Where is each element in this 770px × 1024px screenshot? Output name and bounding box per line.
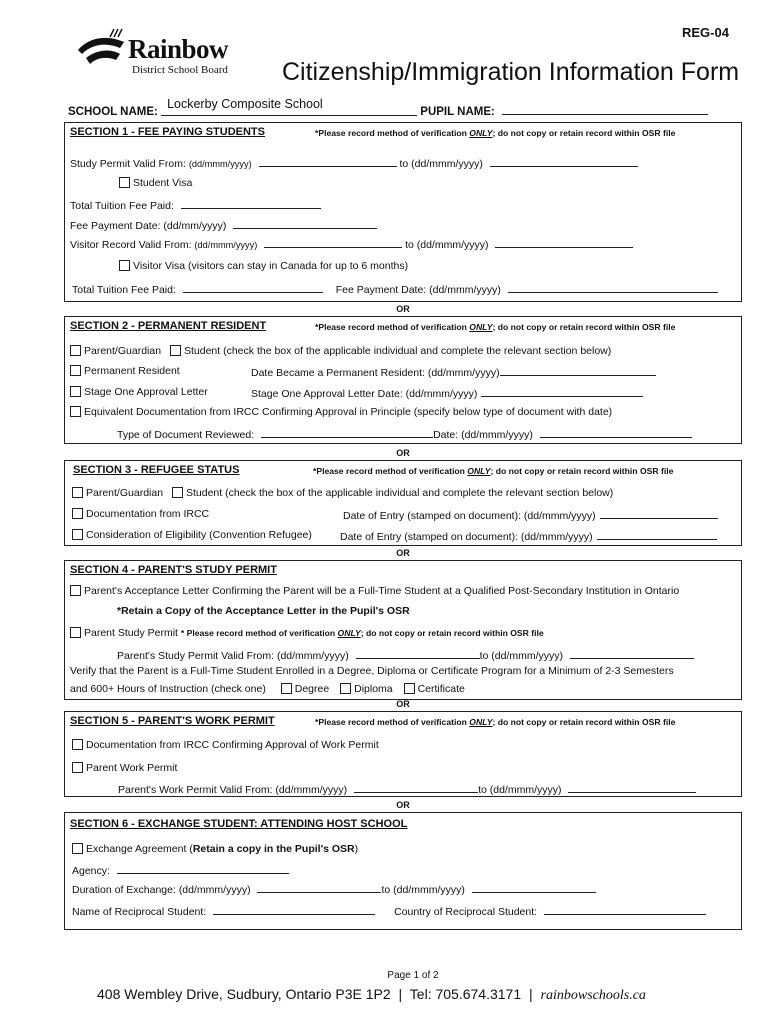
section-5-note: *Please record method of verification ONLY; do not copy or retain record within OSR file: [315, 717, 676, 727]
study-permit-to-label: to (dd/mmm/yyyy): [399, 158, 483, 170]
section-1-box: [64, 122, 742, 302]
s3-student-label: Student (check the box of the applicable individual and complete the relevant section below): [185, 487, 614, 499]
s3-parent-guardian-checkbox[interactable]: [72, 487, 83, 498]
logo: [76, 28, 246, 78]
date-of-entry-2-label: Date of Entry (stamped on document): (dd/mmm/yyyy): [340, 531, 593, 543]
study-permit-from-label: Study Permit Valid From:: [70, 158, 189, 170]
degree-label: Degree: [294, 683, 330, 695]
diploma-checkbox[interactable]: [340, 683, 351, 694]
section-1-title: SECTION 1 - FEE PAYING STUDENTS: [70, 126, 265, 138]
parent-study-permit-label: Parent Study Permit: [84, 627, 178, 639]
rainbow-logo-icon: [76, 28, 136, 74]
stage-one-date-label: Stage One Approval Letter Date: (dd/mmm/yyyy): [251, 388, 478, 400]
school-name-field[interactable]: [161, 97, 417, 116]
certificate-label: Certificate: [417, 683, 465, 695]
form-code: REG-04: [682, 25, 729, 40]
degree-checkbox[interactable]: [281, 683, 292, 694]
s3-parent-guardian-label: Parent/Guardian: [86, 487, 164, 499]
footer-website-link[interactable]: rainbowschools.ca: [540, 988, 646, 1003]
agency-label: Agency:: [72, 865, 110, 877]
section-3-title: SECTION 3 - REFUGEE STATUS: [73, 464, 240, 476]
exchange-agreement-checkbox[interactable]: [72, 843, 83, 854]
fee-payment-date-field[interactable]: [233, 218, 377, 229]
fee-payment-date-2-label: Fee Payment Date: (dd/mmm/yyyy): [335, 284, 501, 296]
duration-to-label: to (dd/mmm/yyyy): [381, 884, 465, 896]
work-permit-valid-to-label: to (dd/mmm/yyyy): [478, 784, 562, 796]
parent-work-permit-label: Parent Work Permit: [86, 762, 178, 774]
s2-parent-guardian-label: Parent/Guardian: [84, 345, 162, 357]
retain-acceptance-note: *Retain a Copy of the Acceptance Letter in the Pupil's OSR: [117, 605, 410, 617]
or-divider-5: OR: [396, 800, 410, 810]
s2-student-checkbox[interactable]: [170, 345, 181, 356]
logo-name: Rainbow: [128, 34, 229, 64]
parent-study-permit-checkbox[interactable]: [70, 627, 81, 638]
type-reviewed-label: Type of Document Reviewed:: [117, 429, 255, 441]
footer-tel: Tel: 705.674.3171: [409, 986, 522, 1002]
reciprocal-name-field[interactable]: [213, 904, 375, 915]
parent-work-permit-checkbox[interactable]: [72, 762, 83, 773]
school-name-value: Lockerby Composite School: [167, 97, 323, 111]
logo-subtitle: District School Board: [132, 64, 228, 76]
stage-one-checkbox[interactable]: [70, 386, 81, 397]
reciprocal-name-label: Name of Reciprocal Student:: [72, 906, 207, 918]
form-title: Citizenship/Immigration Information Form: [282, 58, 740, 86]
section-2-box: [64, 316, 742, 444]
total-tuition-field[interactable]: [181, 198, 321, 209]
equivalent-doc-checkbox[interactable]: [70, 406, 81, 417]
section-2-title: SECTION 2 - PERMANENT RESIDENT: [70, 320, 267, 332]
s2-date-field[interactable]: [540, 427, 692, 438]
visitor-visa-label: Visitor Visa (visitors can stay in Canada for up to 6 months): [133, 260, 409, 272]
school-name-label: SCHOOL NAME:: [68, 106, 158, 118]
reciprocal-country-field[interactable]: [544, 904, 706, 915]
certificate-checkbox[interactable]: [404, 683, 415, 694]
study-permit-valid-from-label: Parent's Study Permit Valid From: (dd/mmm/yyyy): [117, 650, 349, 662]
work-permit-doc-label: Documentation from IRCC Confirming Approval of Work Permit: [86, 739, 379, 751]
date-became-label: Date Became a Permanent Resident: (dd/mmm/yyyy): [251, 367, 500, 379]
documentation-ircc-checkbox[interactable]: [72, 508, 83, 519]
visitor-record-from-field[interactable]: [264, 237, 402, 248]
reciprocal-country-label: Country of Reciprocal Student:: [394, 906, 538, 918]
duration-to-field[interactable]: [472, 882, 596, 893]
or-divider-2: OR: [396, 448, 410, 458]
work-permit-valid-from-field[interactable]: [354, 782, 478, 793]
study-permit-valid-to-label: to (dd/mmm/yyyy): [479, 650, 564, 662]
visitor-record-from-label: Visitor Record Valid From:: [70, 239, 195, 251]
equivalent-doc-label: Equivalent Documentation from IRCC Confirming Approval in Principle (specify below type of document with date): [84, 406, 613, 418]
visitor-record-to-field[interactable]: [495, 237, 633, 248]
student-visa-label: Student Visa: [133, 177, 193, 189]
stage-one-label: Stage One Approval Letter: [84, 386, 208, 398]
work-permit-valid-to-field[interactable]: [568, 782, 696, 793]
total-tuition-2-field[interactable]: [183, 282, 323, 293]
duration-label: Duration of Exchange: (dd/mmm/yyyy): [72, 884, 251, 896]
permanent-resident-label: Permanent Resident: [84, 365, 180, 377]
verify-line-1: Verify that the Parent is a Full-Time Student Enrolled in a Degree, Diploma or Certificate Program for a Minimum of 2-3 Semesters: [70, 665, 674, 677]
footer-address: 408 Wembley Drive, Sudbury, Ontario P3E 1P2: [97, 986, 391, 1002]
agency-field[interactable]: [117, 863, 289, 874]
stage-one-date-field[interactable]: [481, 386, 643, 397]
total-tuition-label: Total Tuition Fee Paid:: [70, 200, 174, 212]
work-permit-valid-from-label: Parent's Work Permit Valid From: (dd/mmm/yyyy): [118, 784, 348, 796]
s2-date-label: Date: (dd/mmm/yyyy): [433, 429, 533, 441]
verify-line-2: and 600+ Hours of Instruction (check one): [70, 683, 266, 695]
date-of-entry-label: Date of Entry (stamped on document): (dd/mmm/yyyy): [343, 510, 596, 522]
student-visa-checkbox[interactable]: [119, 177, 130, 188]
section-6-title: SECTION 6 - EXCHANGE STUDENT: ATTENDING HOST SCHOOL: [70, 818, 408, 830]
study-permit-valid-to-field[interactable]: [570, 648, 694, 659]
date-of-entry-2-field[interactable]: [597, 529, 717, 540]
permanent-resident-checkbox[interactable]: [70, 365, 81, 376]
study-permit-to-field[interactable]: [490, 156, 638, 167]
total-tuition-2-label: Total Tuition Fee Paid:: [72, 284, 176, 296]
study-permit-valid-from-field[interactable]: [356, 648, 480, 659]
fee-payment-date-label: Fee Payment Date: (dd/mm/yyyy): [70, 220, 227, 232]
consideration-checkbox[interactable]: [72, 529, 83, 540]
pupil-name-field[interactable]: [502, 104, 708, 115]
type-reviewed-field[interactable]: [261, 427, 433, 438]
date-of-entry-field[interactable]: [600, 508, 718, 519]
section-2-note: *Please record method of verification ONLY; do not copy or retain record within OSR file: [315, 322, 676, 332]
section-3-note: *Please record method of verification ONLY; do not copy or retain record within OSR file: [313, 466, 674, 476]
or-divider-4: OR: [396, 699, 410, 709]
page-number: Page 1 of 2: [387, 970, 439, 981]
or-divider-1: OR: [396, 304, 410, 314]
section-5-title: SECTION 5 - PARENT'S WORK PERMIT: [70, 715, 275, 727]
study-permit-from-field[interactable]: [259, 156, 397, 167]
section-4-title: SECTION 4 - PARENT'S STUDY PERMIT: [70, 564, 277, 576]
footer-address-line: 408 Wembley Drive, Sudbury, Ontario P3E 1P2 | Tel: 705.674.3171 | rainbowschools.ca: [97, 986, 646, 1003]
consideration-label: Consideration of Eligibility (Convention Refugee): [86, 529, 312, 541]
acceptance-letter-checkbox[interactable]: [70, 585, 81, 596]
pupil-name-label: PUPIL NAME:: [420, 106, 495, 118]
section-1-note: *Please record method of verification ONLY; do not copy or retain record within OSR file: [315, 128, 676, 138]
acceptance-letter-label: Parent's Acceptance Letter Confirming the Parent will be a Full-Time Student at a Qualified Post-Secondary Institution in Ontario: [84, 585, 680, 597]
duration-from-field[interactable]: [257, 882, 381, 893]
parent-study-permit-note: * Please record method of verification ONLY; do not copy or retain record within OSR file: [180, 628, 544, 638]
s2-student-label: Student (check the box of the applicable individual and complete the relevant section below): [183, 345, 612, 357]
fee-payment-date-2-field[interactable]: [508, 282, 718, 293]
or-divider-3: OR: [396, 548, 410, 558]
s2-parent-guardian-checkbox[interactable]: [70, 345, 81, 356]
visitor-record-to-label: to (dd/mmm/yyyy): [405, 239, 489, 251]
date-became-field[interactable]: [500, 365, 656, 376]
exchange-agreement-label: Exchange Agreement (Retain a copy in the Pupil's OSR): [86, 843, 359, 855]
documentation-ircc-label: Documentation from IRCC: [86, 508, 210, 520]
diploma-label: Diploma: [354, 683, 393, 695]
visitor-visa-checkbox[interactable]: [119, 260, 130, 271]
work-permit-doc-checkbox[interactable]: [72, 739, 83, 750]
s3-student-checkbox[interactable]: [172, 487, 183, 498]
